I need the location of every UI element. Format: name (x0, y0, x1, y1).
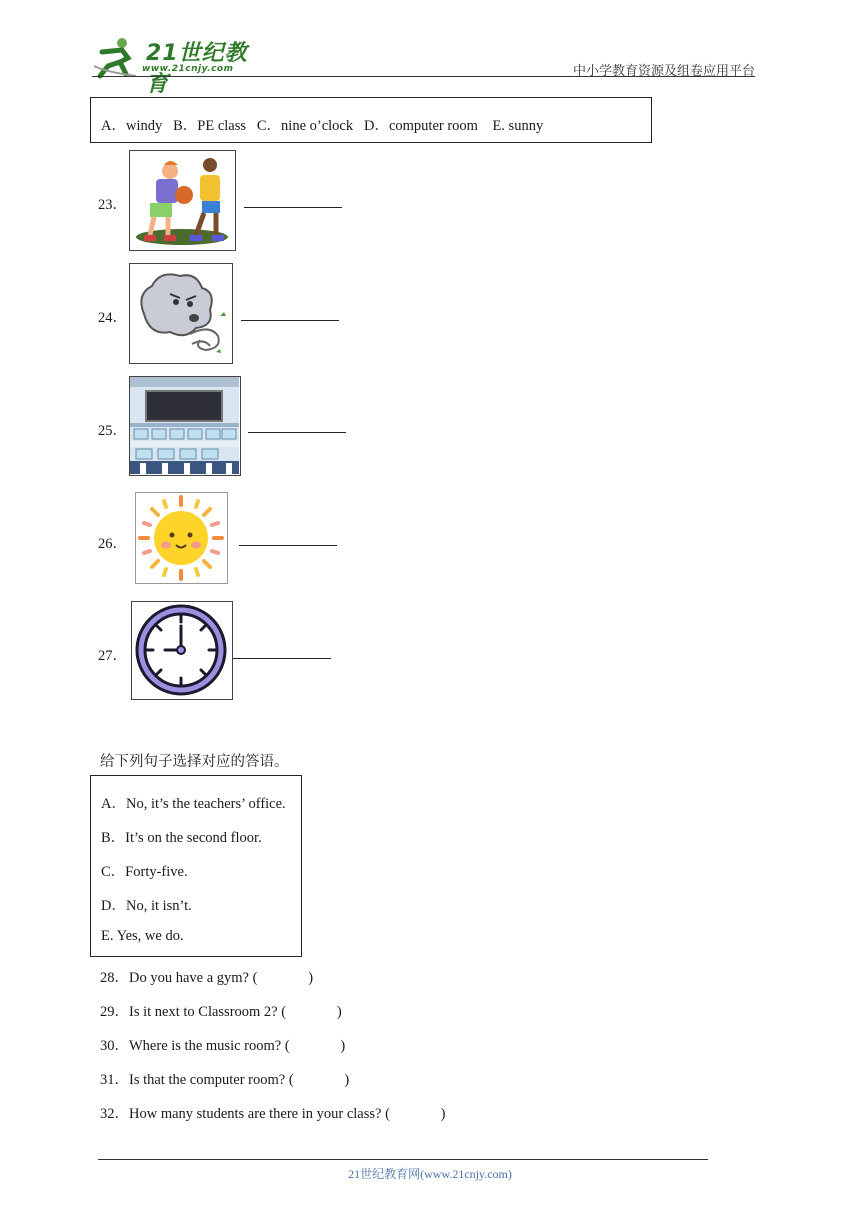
logo-text: 21世纪教育 (146, 41, 248, 97)
question-28[interactable]: 28．Do you have a gym? ( ) (100, 970, 314, 986)
answer-blank-23[interactable] (244, 207, 342, 208)
question-30[interactable]: 30．Where is the music room? ( ) (100, 1038, 346, 1054)
question-number-24: 24． (98, 310, 127, 326)
section-instruction: 给下列句子选择对应的答语。 (100, 754, 289, 770)
question-number-26: 26． (98, 536, 127, 552)
basketball-players-picture (129, 150, 236, 251)
header-platform-title: 中小学教育资源及组卷应用平台 (572, 63, 755, 78)
question-31[interactable]: 31．Is that the computer room? ( ) (100, 1072, 350, 1088)
option-e: E. Yes, we do. (101, 928, 184, 944)
footer-divider (98, 1159, 708, 1160)
option-a: A．No, it’s the teachers’ office. (101, 796, 286, 812)
question-29[interactable]: 29．Is it next to Classroom 2? ( ) (100, 1004, 342, 1020)
word-options-box (90, 97, 652, 143)
wind-cloud-picture (129, 263, 233, 364)
sun-picture (135, 492, 228, 584)
runner-logo-icon (92, 36, 142, 80)
option-d: D．No, it isn’t. (101, 898, 192, 914)
site-logo (92, 36, 262, 97)
logo-url: www.21cnjy.com (142, 64, 234, 74)
question-number-23: 23． (98, 197, 127, 213)
clock-picture (131, 601, 233, 700)
question-32[interactable]: 32．How many students are there in your class? ( ) (100, 1106, 446, 1122)
computer-room-picture (129, 376, 241, 476)
footer-text: 21世纪教育网(www.21cnjy.com) (348, 1167, 512, 1181)
answer-blank-27[interactable] (233, 658, 331, 659)
option-c: C．Forty-five. (101, 864, 188, 880)
header-divider (92, 76, 755, 77)
answer-blank-26[interactable] (239, 545, 337, 546)
question-number-27: 27． (98, 648, 127, 664)
word-options-text: A．windy B．PE class C．nine o’clock D．computer room E. sunny (101, 118, 544, 134)
answer-blank-25[interactable] (248, 432, 346, 433)
option-b: B．It’s on the second floor. (101, 830, 262, 846)
answer-options-box (90, 775, 302, 957)
question-number-25: 25． (98, 423, 127, 439)
answer-blank-24[interactable] (241, 320, 339, 321)
